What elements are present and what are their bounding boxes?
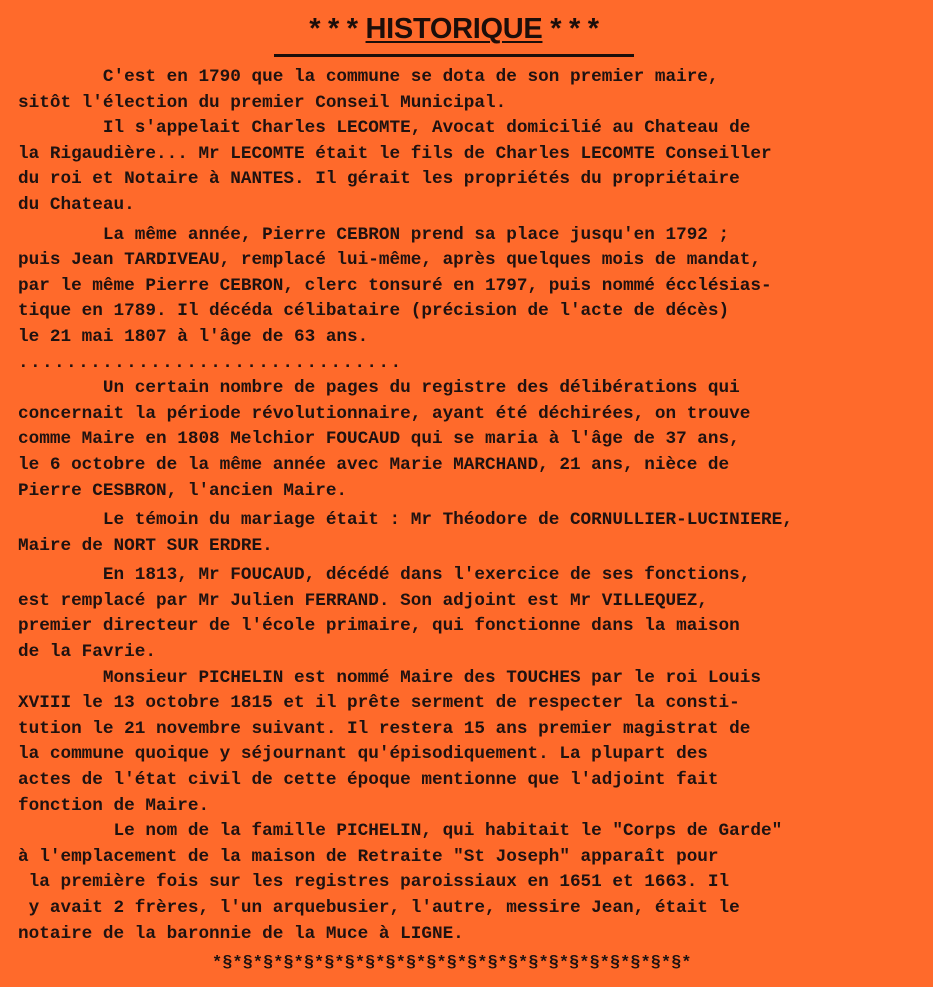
- document-body: [18, 65, 923, 947]
- text-line: est remplacé par Mr Julien FERRAND. Son adjoint est Mr VILLEQUEZ,: [18, 590, 708, 611]
- paragraph: [18, 819, 923, 947]
- title-prefix: * * *: [309, 13, 366, 45]
- text-line: premier directeur de l'école primaire, qui fonctionne dans la maison: [18, 616, 740, 637]
- text-line: la commune quoique y séjournant qu'épisodiquement. La plupart des: [18, 744, 708, 765]
- text-line: le 21 mai 1807 à l'âge de 63 ans.: [18, 326, 369, 347]
- paragraph: [18, 65, 923, 116]
- text-line: puis Jean TARDIVEAU, remplacé lui-même, après quelques mois de mandat,: [18, 250, 761, 271]
- text-line: la Rigaudière... Mr LECOMTE était le fils de Charles LECOMTE Conseiller: [18, 143, 772, 164]
- text-line: la première fois sur les registres paroissiaux en 1651 et 1663. Il: [18, 872, 730, 893]
- paragraph: [18, 116, 923, 218]
- dotted-separator: ................................: [18, 352, 403, 373]
- text-line: Pierre CESBRON, l'ancien Maire.: [18, 480, 348, 501]
- text-line: XVIII le 13 octobre 1815 et il prête serment de respecter la consti-: [18, 693, 740, 714]
- text-line: par le même Pierre CEBRON, clerc tonsuré en 1797, puis nommé écclésias-: [18, 275, 772, 296]
- text-line: fonction de Maire.: [18, 795, 210, 816]
- text-line: notaire de la baronnie de la Muce à LIGNE.: [18, 923, 464, 944]
- text-line: Un certain nombre de pages du registre des délibérations qui: [18, 378, 740, 399]
- page-title: [274, 10, 634, 57]
- paragraph: [18, 223, 923, 351]
- text-line: tution le 21 novembre suivant. Il restera 15 ans premier magistrat de: [18, 718, 751, 739]
- text-line: tique en 1789. Il décéda célibataire (précision de l'acte de décès): [18, 301, 730, 322]
- text-line: Le nom de la famille PICHELIN, qui habitait le "Corps de Garde": [18, 821, 783, 842]
- footer-ornament: *§*§*§*§*§*§*§*§*§*§*§*§*§*§*§*§*§*§*§*§*§*§*§*: [212, 954, 692, 973]
- text-line: le 6 octobre de la même année avec Marie MARCHAND, 21 ans, nièce de: [18, 454, 730, 475]
- text-line: Le témoin du mariage était : Mr Théodore de CORNULLIER-LUCINIERE,: [18, 510, 793, 531]
- text-line: de la Favrie.: [18, 642, 156, 663]
- paragraph: [18, 508, 923, 559]
- title-heading: HISTORIQUE: [365, 13, 543, 45]
- text-line: C'est en 1790 que la commune se dota de son premier maire,: [18, 67, 719, 87]
- text-line: comme Maire en 1808 Melchior FOUCAUD qui se maria à l'âge de 37 ans,: [18, 429, 740, 450]
- text-line: Maire de NORT SUR ERDRE.: [18, 535, 273, 556]
- text-line: sitôt l'élection du premier Conseil Municipal.: [18, 92, 507, 113]
- paragraph: [18, 351, 923, 505]
- text-line: à l'emplacement de la maison de Retraite "St Joseph" apparaît pour: [18, 846, 719, 867]
- text-line: actes de l'état civil de cette époque mentionne que l'adjoint fait: [18, 770, 719, 791]
- text-line: Il s'appelait Charles LECOMTE, Avocat domicilié au Chateau de: [18, 118, 751, 139]
- text-line: La même année, Pierre CEBRON prend sa place jusqu'en 1792 ;: [18, 224, 730, 245]
- text-line: Monsieur PICHELIN est nommé Maire des TOUCHES par le roi Louis: [18, 667, 761, 688]
- text-line: du Chateau.: [18, 194, 135, 215]
- text-line: y avait 2 frères, l'un arquebusier, l'autre, messire Jean, était le: [18, 898, 740, 918]
- text-line: concernait la période révolutionnaire, ayant été déchirées, on trouve: [18, 403, 751, 424]
- text-line: du roi et Notaire à NANTES. Il gérait les propriétés du propriétaire: [18, 169, 740, 190]
- paragraph: [18, 563, 923, 665]
- title-suffix: * * *: [542, 13, 599, 45]
- paragraph: [18, 666, 923, 820]
- text-line: En 1813, Mr FOUCAUD, décédé dans l'exercice de ses fonctions,: [18, 565, 751, 586]
